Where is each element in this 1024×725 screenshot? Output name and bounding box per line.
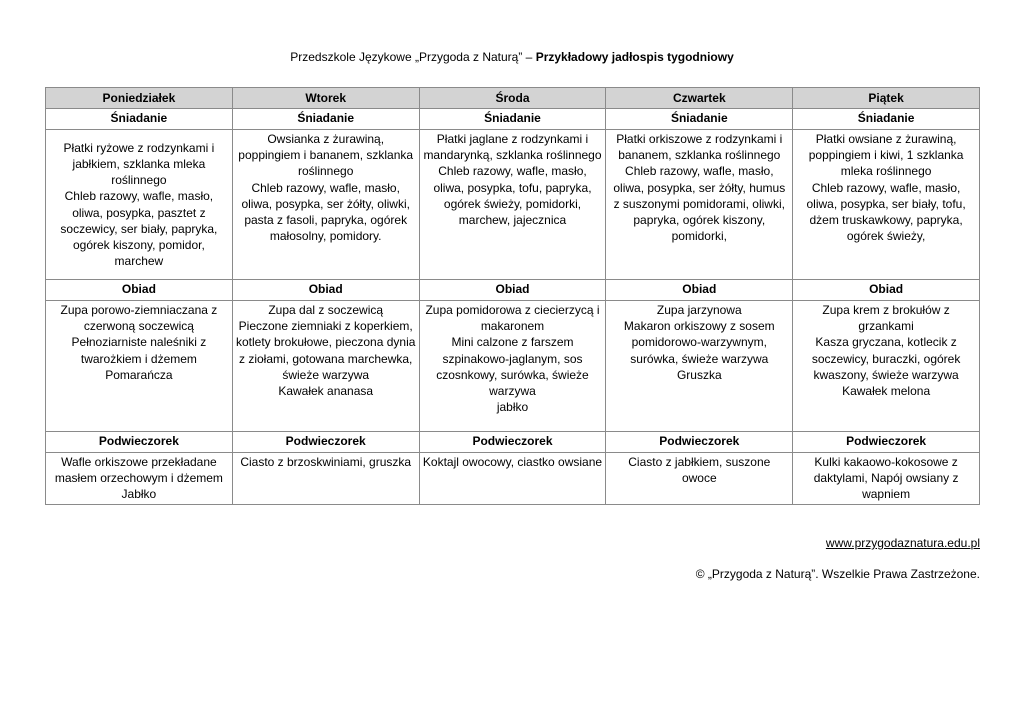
day-header-row [46, 88, 980, 109]
lunch-label-row [46, 280, 980, 301]
snack-dishes-row [46, 453, 980, 505]
meal-label-snack: Podwieczorek [419, 432, 606, 453]
day-header-monday: Poniedziałek [46, 88, 233, 109]
meal-label-breakfast: Śniadanie [606, 109, 793, 130]
meal-label-lunch: Obiad [793, 280, 980, 301]
meal-label-snack: Podwieczorek [232, 432, 419, 453]
snack-monday: Wafle orkiszowe przekładane masłem orzechowym i dżemem Jabłko [46, 453, 233, 505]
meal-label-lunch: Obiad [46, 280, 233, 301]
lunch-wednesday: Zupa pomidorowa z ciecierzycą i makaronem Mini calzone z farszem szpinakowo-jaglanym, sos czosnkowy, surówka, świeże warzywa jabłko [419, 301, 606, 432]
breakfast-monday: Płatki ryżowe z rodzynkami i jabłkiem, szklanka mleka roślinnego Chleb razowy, wafle, masło, oliwa, posypka, pasztet z soczewicy, ser biały, papryka, ogórek kiszony, pomidor, marchew [46, 130, 233, 280]
lunch-friday: Zupa krem z brokułów z grzankami Kasza gryczana, kotlecik z soczewicy, buraczki, ogórek kwaszony, świeże warzywa Kawałek melona [793, 301, 980, 432]
meal-label-snack: Podwieczorek [46, 432, 233, 453]
lunch-tuesday: Zupa dal z soczewicą Pieczone ziemniaki z koperkiem, kotlety brokułowe, pieczona dynia z ziołami, gotowana marchewka, świeże warzywa Kawałek ananasa [232, 301, 419, 432]
meal-label-lunch: Obiad [232, 280, 419, 301]
snack-wednesday: Koktajl owocowy, ciastko owsiane [419, 453, 606, 505]
meal-label-lunch: Obiad [606, 280, 793, 301]
day-header-tuesday: Wtorek [232, 88, 419, 109]
meal-label-breakfast: Śniadanie [419, 109, 606, 130]
meal-label-snack: Podwieczorek [793, 432, 980, 453]
breakfast-wednesday: Płatki jaglane z rodzynkami i mandarynką, szklanka roślinnego Chleb razowy, wafle, masło, oliwa, posypka, tofu, papryka, ogórek świeży, pomidorki, marchew, jajecznica [419, 130, 606, 280]
meal-label-lunch: Obiad [419, 280, 606, 301]
lunch-thursday: Zupa jarzynowa Makaron orkiszowy z sosem pomidorowo-warzywnym, surówka, świeże warzywa Gruszka [606, 301, 793, 432]
breakfast-dishes-row [46, 130, 980, 280]
breakfast-label-row [46, 109, 980, 130]
day-header-friday: Piątek [793, 88, 980, 109]
meal-label-breakfast: Śniadanie [232, 109, 419, 130]
lunch-dishes-row [46, 301, 980, 432]
meal-label-breakfast: Śniadanie [793, 109, 980, 130]
breakfast-tuesday: Owsianka z żurawiną, poppingiem i bananem, szklanka roślinnego Chleb razowy, wafle, masło, oliwa, posypka, ser żółty, oliwki, pasta z fasoli, papryka, ogórek małosolny, pomidory. [232, 130, 419, 280]
copyright-notice: © „Przygoda z Naturą”. Wszelkie Prawa Zastrzeżone. [695, 567, 980, 581]
weekly-menu-table [45, 87, 980, 505]
breakfast-friday: Płatki owsiane z żurawiną, poppingiem i kiwi, 1 szklanka mleka roślinnego Chleb razowy, wafle, masło, oliwa, posypka, ser biały, tofu, dżem truskawkowy, papryka, ogórek świeży, [793, 130, 980, 280]
day-header-wednesday: Środa [419, 88, 606, 109]
day-header-thursday: Czwartek [606, 88, 793, 109]
meal-label-breakfast: Śniadanie [46, 109, 233, 130]
snack-thursday: Ciasto z jabłkiem, suszone owoce [606, 453, 793, 505]
title-regular: Przedszkole Językowe „Przygoda z Naturą” – [290, 50, 533, 64]
breakfast-thursday: Płatki orkiszowe z rodzynkami i bananem, szklanka roślinnego Chleb razowy, wafle, masło, oliwa, posypka, ser żółty, humus z suszonymi pomidorami, oliwki, papryka, ogórek kiszony, pomidorki, [606, 130, 793, 280]
lunch-monday: Zupa porowo-ziemniaczana z czerwoną soczewicą Pełnoziarniste naleśniki z twarożkiem i dżemem Pomarańcza [46, 301, 233, 432]
meal-label-snack: Podwieczorek [606, 432, 793, 453]
website-link[interactable]: www.przygodaznatura.edu.pl [825, 536, 980, 550]
title-bold: Przykładowy jadłospis tygodniowy [535, 50, 734, 64]
document-title [0, 50, 1024, 64]
snack-friday: Kulki kakaowo-kokosowe z daktylami, Napój owsiany z wapniem [793, 453, 980, 505]
snack-tuesday: Ciasto z brzoskwiniami, gruszka [232, 453, 419, 505]
snack-label-row [46, 432, 980, 453]
